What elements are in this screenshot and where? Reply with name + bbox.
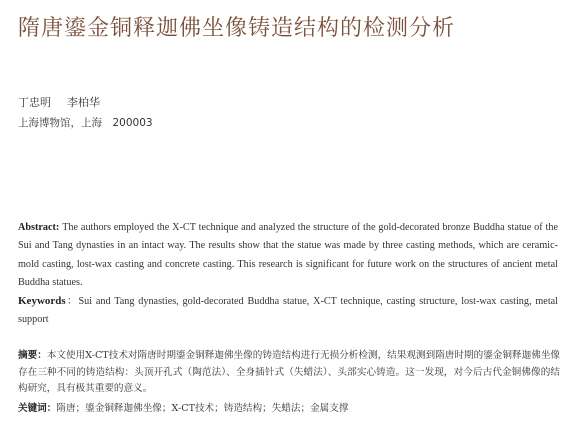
chinese-keywords bbox=[18, 401, 560, 417]
abstract-text: The authors employed the X-CT technique and analyzed the structure of the gold-decorated bronze Buddha statue of the Sui and Tang dynasties in an intact way. The results show that the statue was made by three casting methods, which are ceramic-mold casting, lost-wax casting and concrete casting. This research is significant for future work on the structures of ancient metal Buddha statues. bbox=[18, 222, 558, 288]
keywords-label: Keywords bbox=[18, 295, 66, 307]
author-name: 李柏华 bbox=[67, 96, 100, 109]
keywords-label-separator: ： bbox=[65, 296, 79, 307]
author-list bbox=[18, 96, 100, 110]
chinese-abstract bbox=[18, 348, 560, 398]
author-name: 丁忠明 bbox=[18, 96, 51, 109]
chinese-abstract-text: 本文使用X-CT技术对隋唐时期鎏金铜释迦佛坐像的铸造结构进行无损分析检测，结果观测到隋唐时期的鎏金铜释迦佛坐像存在三种不同的铸造结构：头顶开孔式（陶范法）、全身插针式（失蜡法）、头部实心铸造。这一发现，对今后古代金铜佛像的结构研究，具有极其重要的意义。 bbox=[18, 350, 561, 395]
english-keywords bbox=[18, 292, 558, 330]
chinese-keywords-text: 隋唐；鎏金铜释迦佛坐像；X-CT技术；铸造结构；失蜡法；金属支撑 bbox=[56, 403, 349, 414]
abstract-label: Abstract bbox=[18, 222, 56, 233]
paper-title: 隋唐鎏金铜释迦佛坐像铸造结构的检测分析 bbox=[18, 16, 456, 41]
chinese-keywords-label: 关键词 bbox=[18, 403, 47, 414]
english-abstract bbox=[18, 219, 558, 292]
keywords-text: Sui and Tang dynasties, gold-decorated Buddha statue, X-CT technique, casting structure, lost-wax casting, metal support bbox=[18, 296, 559, 326]
author-affiliation: 上海博物馆，上海 200003 bbox=[18, 117, 153, 129]
chinese-keywords-label-separator: ： bbox=[46, 403, 57, 414]
abstract-label-separator: : bbox=[55, 222, 63, 233]
chinese-abstract-label-separator: ： bbox=[37, 350, 47, 361]
chinese-abstract-label: 摘要 bbox=[18, 350, 38, 361]
